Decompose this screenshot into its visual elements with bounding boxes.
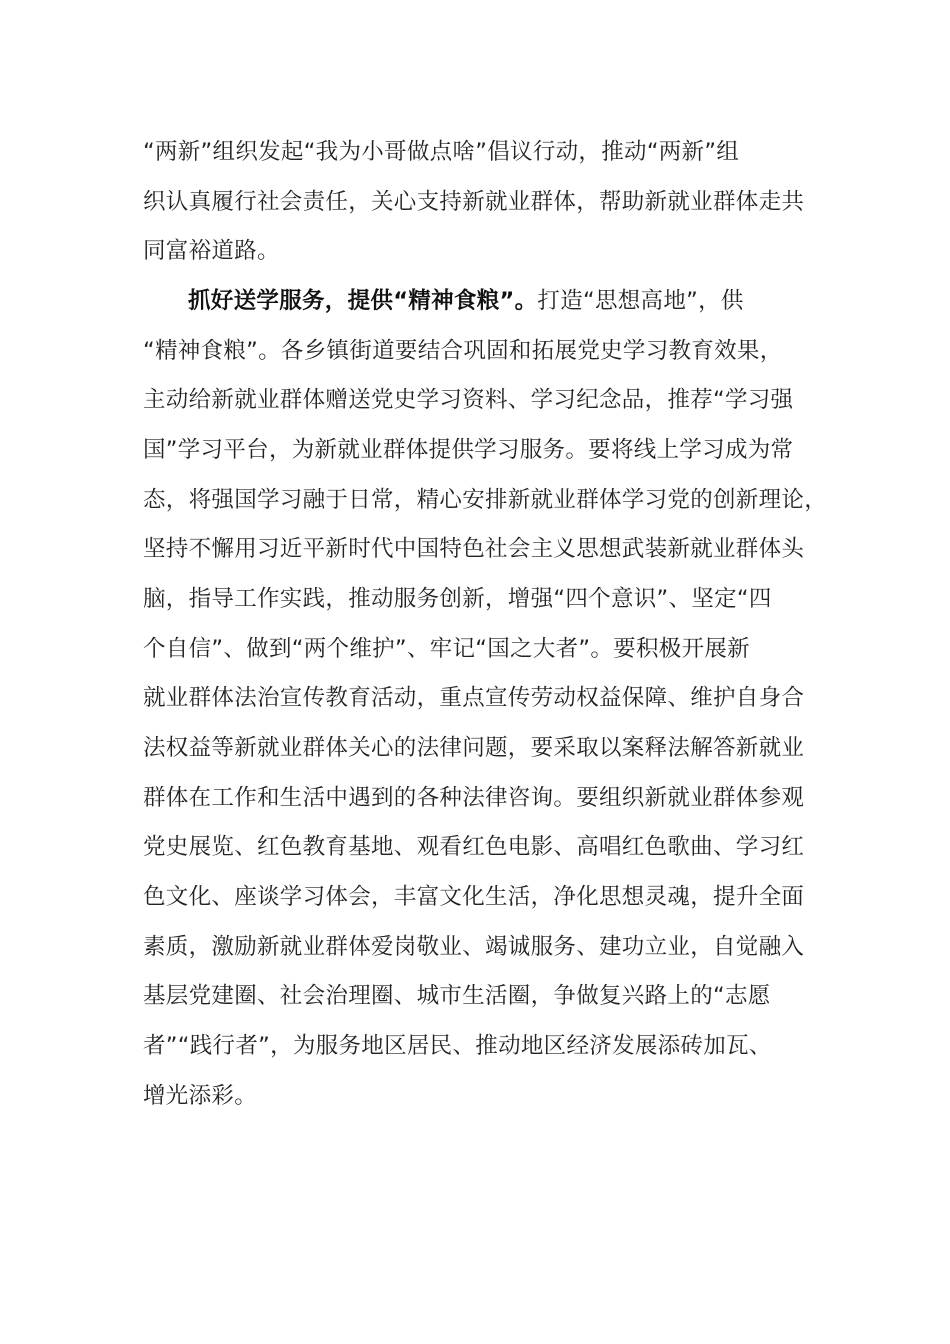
paragraph-2-line-16: 增光添彩。 xyxy=(143,1083,258,1109)
paragraph-2-line-4: 态，将强国学习融于日常，精心安排新就业群体学习党的创新理论， xyxy=(143,487,828,513)
paragraph-2-line-5: 坚持不懈用习近平新时代中国特色社会主义思想武装新就业群体头 xyxy=(143,536,805,562)
paragraph-2-line-15: 者”“践行者”，为服务地区居民、推动地区经济发展添砖加瓦、 xyxy=(143,1033,772,1059)
paragraph-1-line-2: 织认真履行社会责任，关心支持新就业群体，帮助新就业群体走共 xyxy=(143,189,805,215)
paragraph-2-line-14: 基层党建圈、社会治理圈、城市生活圈，争做复兴路上的“志愿 xyxy=(143,983,771,1009)
paragraph-2-line-12: 色文化、座谈学习体会，丰富文化生活，净化思想灵魂，提升全面 xyxy=(143,884,805,910)
paragraph-2-heading: 抓好送学服务，提供“精神食粮”。 xyxy=(188,288,538,314)
paragraph-2-line-1: “精神食粮”。各乡镇街道要结合巩固和拓展党史学习教育效果， xyxy=(143,338,783,364)
paragraph-2-lead-line xyxy=(188,286,744,316)
paragraph-2-line-11: 党史展览、红色教育基地、观看红色电影、高唱红色歌曲、学习红 xyxy=(143,834,805,860)
paragraph-2-line-2: 主动给新就业群体赠送党史学习资料、学习纪念品，推荐“学习强 xyxy=(143,387,794,413)
paragraph-2-line-6: 脑，指导工作实践，推动服务创新，增强“四个意识”、坚定“四 xyxy=(143,586,772,612)
paragraph-1-line-1: “两新”组织发起“我为小哥做点啥”倡议行动，推动“两新”组 xyxy=(143,139,740,165)
paragraph-2-line-13: 素质，激励新就业群体爱岗敬业、竭诚服务、建功立业，自觉融入 xyxy=(143,934,805,960)
paragraph-2-line-10: 群体在工作和生活中遇到的各种法律咨询。要组织新就业群体参观 xyxy=(143,785,805,811)
paragraph-2-lead-text: 打造“思想高地”，供 xyxy=(537,288,744,314)
paragraph-2-line-7: 个自信”、做到“两个维护”、牢记“国之大者”。要积极开展新 xyxy=(143,636,750,662)
paragraph-2-line-3: 国”学习平台，为新就业群体提供学习服务。要将线上学习成为常 xyxy=(143,437,794,463)
paragraph-2-line-9: 法权益等新就业群体关心的法律问题，要采取以案释法解答新就业 xyxy=(143,735,805,761)
paragraph-1-line-3: 同富裕道路。 xyxy=(143,238,280,264)
paragraph-2-line-8: 就业群体法治宣传教育活动，重点宣传劳动权益保障、维护自身合 xyxy=(143,685,805,711)
